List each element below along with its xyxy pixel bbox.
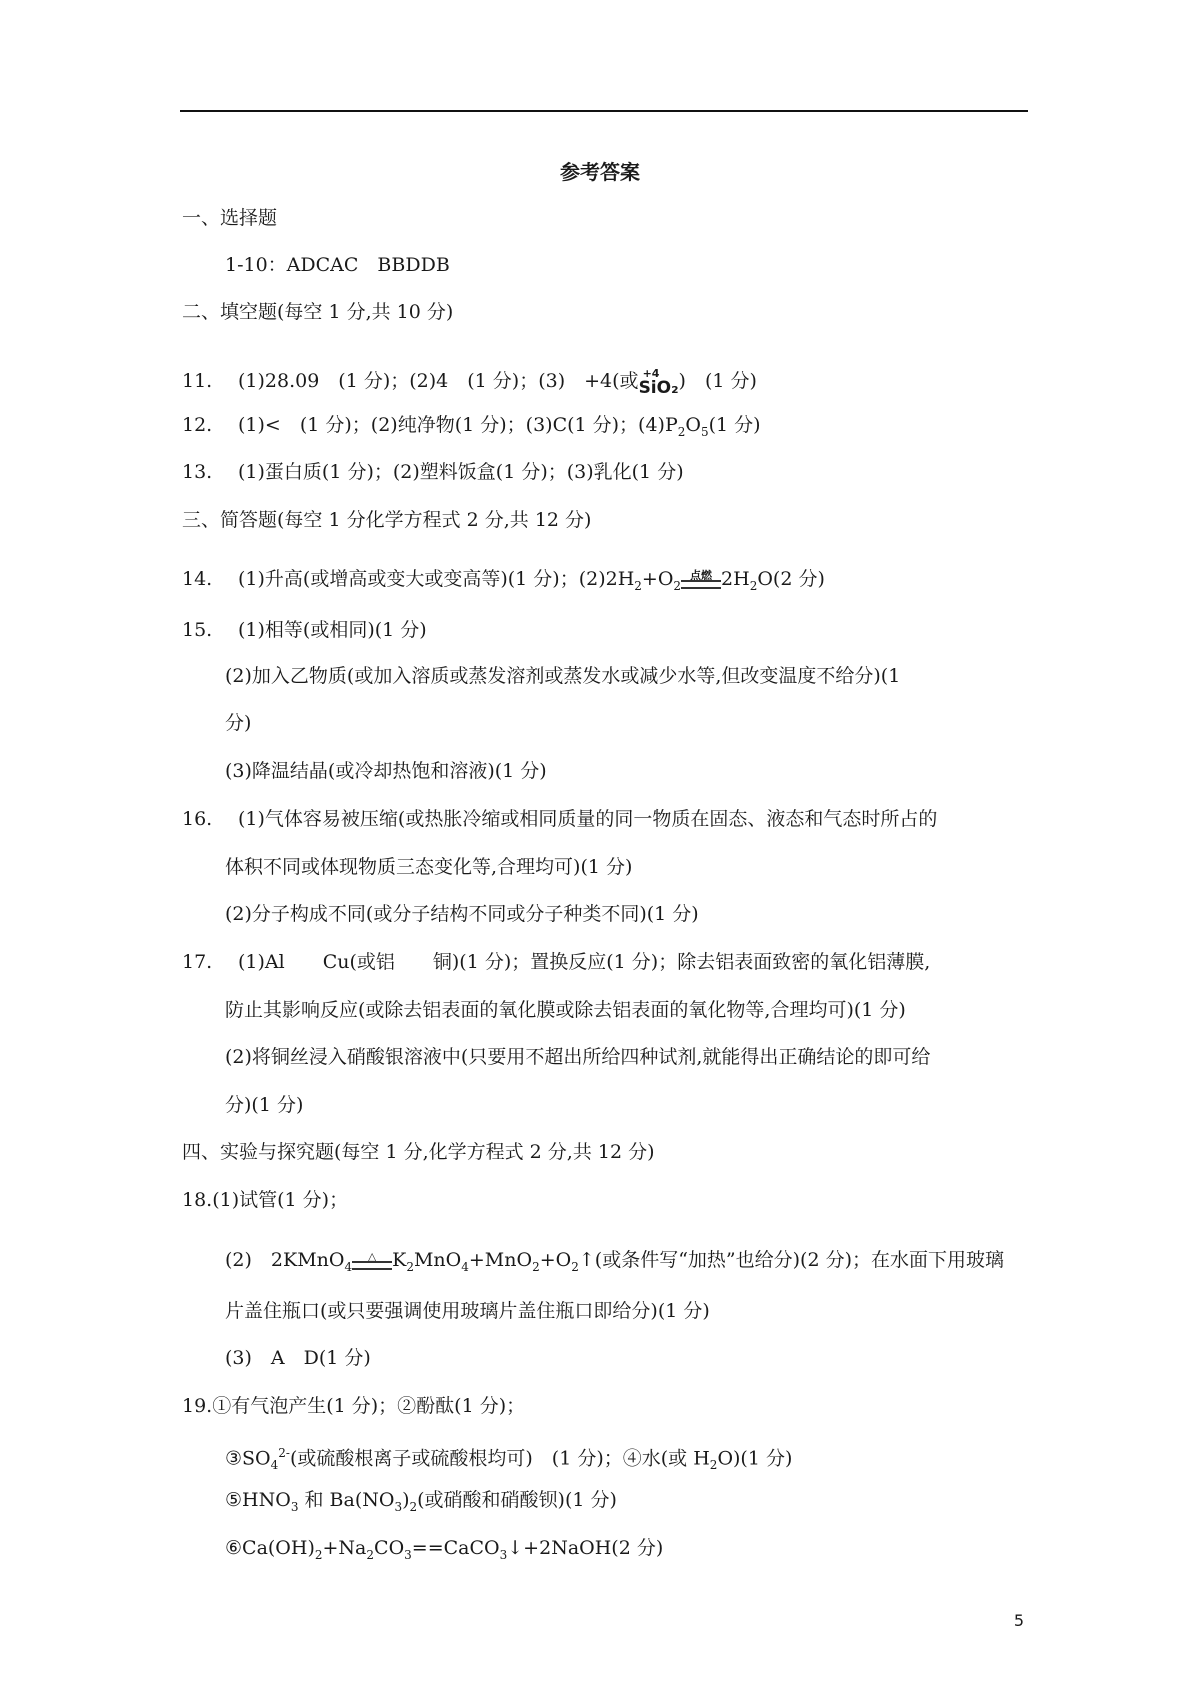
question-17-line-3: (2)将铜丝浸入硝酸银溶液中(只要用不超出所给四种试剂,就能得出正确结论的即可给 <box>225 1046 931 1068</box>
question-19-line-4: $⑥Ca(OH)_2+Na_2CO_3==CaCO_3↓+2NaOH(2$ 分) <box>225 1537 664 1562</box>
choice-answers: 1-10：ADCAC BBDDB <box>225 254 450 276</box>
question-12: 12. (1)< (1 分)；(2)纯净物(1 分)；(3)C(1 分)；$(4)P_2O_5(1$ 分) <box>182 414 761 439</box>
question-17-line-2: 防止其影响反应(或除去铝表面的氧化膜或除去铝表面的氧化物等,合理均可)(1 分) <box>225 999 906 1021</box>
question-11: 11. (1)28.09 (1 分)；(2)4 (1 分)；(3) +4(或 +4 SiO₂) (1 分) <box>182 364 757 402</box>
question-15-line-2: (2)加入乙物质(或加入溶质或蒸发溶剂或蒸发水或减少水等,但改变温度不给分)(1 <box>225 665 901 687</box>
ignition-condition-sign: 点燃 <box>681 570 721 590</box>
question-15-line-1: 15. (1)相等(或相同)(1 分) <box>182 619 427 641</box>
question-16-line-1: 16. (1)气体容易被压缩(或热胀冷缩或相同质量的同一物质在固态、液态和气态时所占的 <box>182 808 938 830</box>
question-18-line-1: 18.(1)试管(1 分)； <box>182 1189 349 1211</box>
page-number: 5 <box>1013 1611 1024 1630</box>
question-19-line-2: $③SO_4^{2-}$(或硫酸根离子或硫酸根均可) (1 分)；④水(或 $H_2O)(1$ 分) <box>225 1446 793 1473</box>
section-heading-short-answer: 三、简答题(每空 1 分化学方程式 2 分,共 12 分) <box>182 509 592 531</box>
question-19-line-3: $⑤HNO_3$ 和 $Ba(NO_3)_2$(或硝酸和硝酸钡)(1 分) <box>225 1489 617 1514</box>
section-heading-choice: 一、选择题 <box>182 207 278 229</box>
question-18-line-4: (3) A D(1 分) <box>225 1347 371 1369</box>
question-16-line-3: (2)分子构成不同(或分子结构不同或分子种类不同)(1 分) <box>225 903 699 925</box>
question-14: 14. (1)升高(或增高或变大或变高等)(1 分)；$(2)2H_2+O_2$ 点燃 $2H_2O(2$ 分) <box>182 568 825 593</box>
question-16-line-2: 体积不同或体现物质三态变化等,合理均可)(1 分) <box>225 856 633 878</box>
question-15-line-3: 分) <box>225 712 252 734</box>
silicon-dioxide-formula: +4 SiO₂ <box>638 367 679 398</box>
question-18-line-2: (2) 2KMnO$_4$ △ $K_2MnO_4+MnO_2+O_2↑$(或条件写“加热”也给分)(2 分)；在水面下用玻璃 <box>225 1249 1004 1274</box>
heat-condition-sign: △ <box>352 1251 392 1271</box>
question-17-line-4: 分)(1 分) <box>225 1094 304 1116</box>
question-19-line-1: 19.①有气泡产生(1 分)；②酚酞(1 分)； <box>182 1395 526 1417</box>
question-15-line-4: (3)降温结晶(或冷却热饱和溶液)(1 分) <box>225 760 547 782</box>
section-heading-fill: 二、填空题(每空 1 分,共 10 分) <box>182 301 454 323</box>
section-heading-experiment: 四、实验与探究题(每空 1 分,化学方程式 2 分,共 12 分) <box>182 1141 655 1163</box>
question-18-line-3: 片盖住瓶口(或只要强调使用玻璃片盖住瓶口即给分)(1 分) <box>225 1300 710 1322</box>
question-13: 13. (1)蛋白质(1 分)；(2)塑料饭盒(1 分)；(3)乳化(1 分) <box>182 461 684 483</box>
page-title: 参考答案 <box>560 160 640 184</box>
header-rule <box>180 110 1028 112</box>
question-17-line-1: 17. (1)Al Cu(或铝 铜)(1 分)；置换反应(1 分)；除去铝表面致密的氧化铝薄膜, <box>182 951 931 973</box>
